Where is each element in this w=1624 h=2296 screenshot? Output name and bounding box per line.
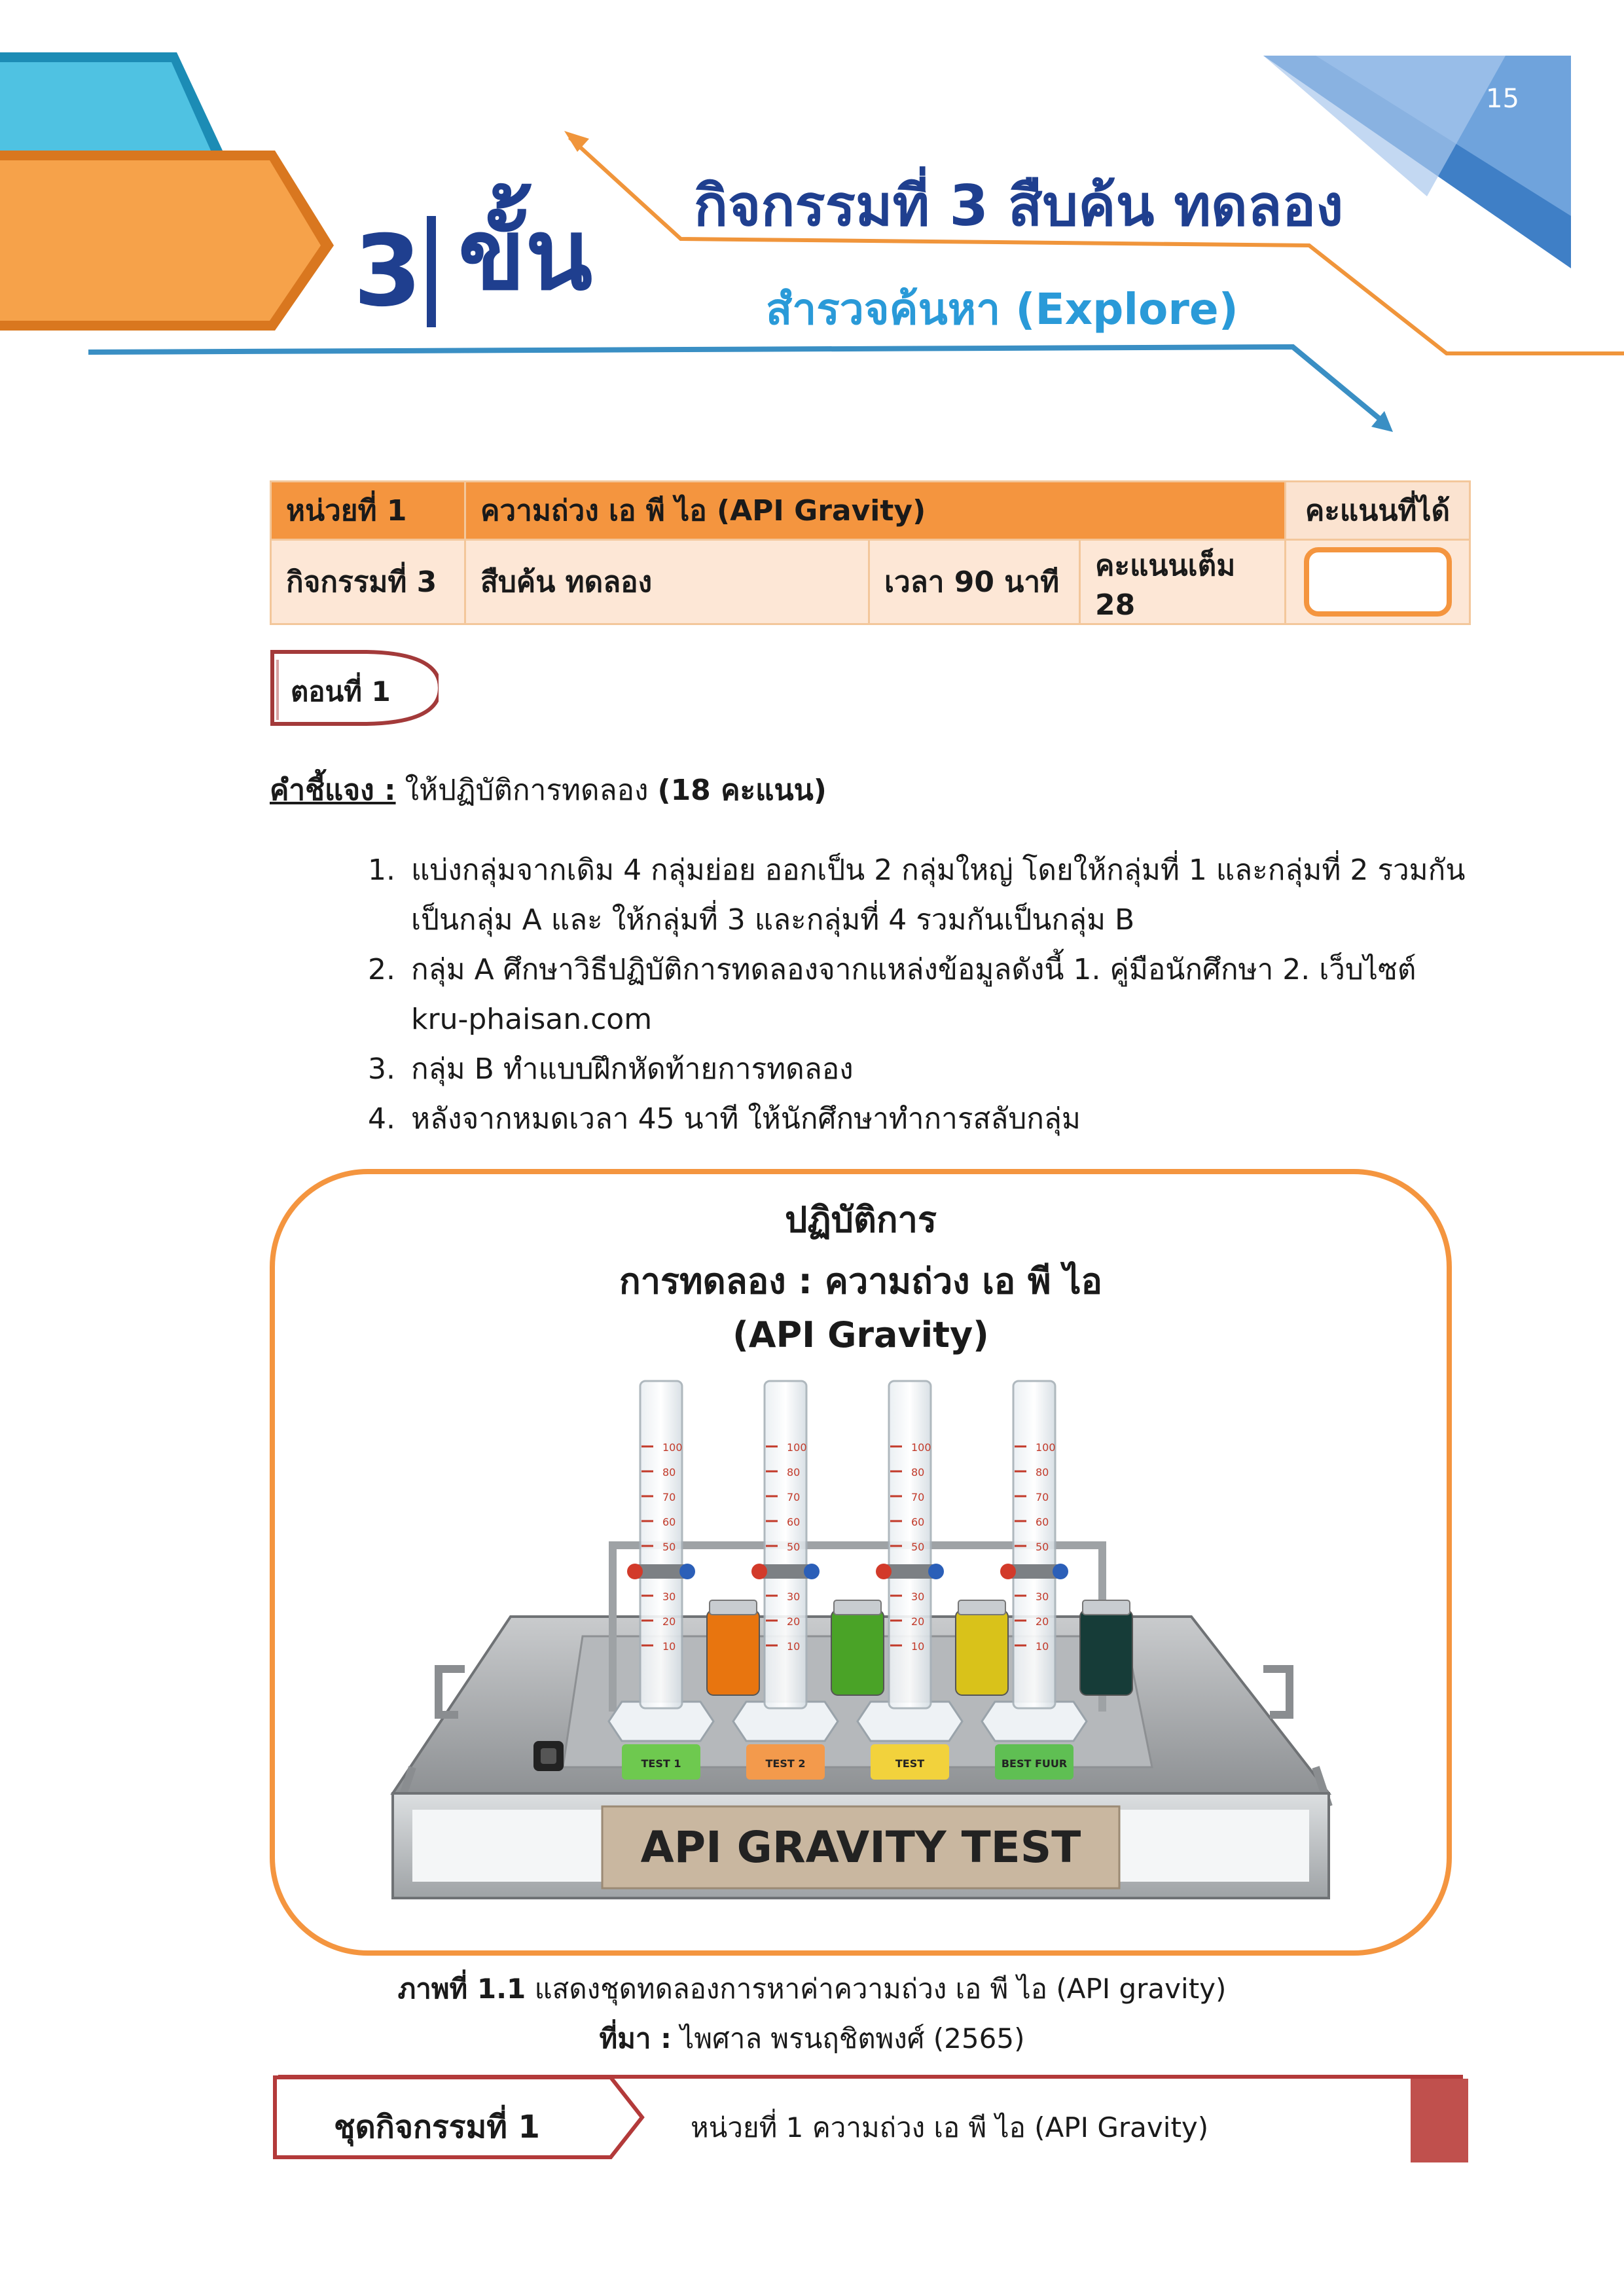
test-tag-1-label: TEST 1 [641,1757,681,1770]
scale-label: 20 [787,1615,801,1628]
instructions-points: (18 คะแนน) [657,774,827,807]
footer-unit-text: หน่วยที่ 1 ความถ่วง เอ พี ไอ (API Gravity) [691,2111,1209,2144]
score-cell [1286,540,1470,624]
clamp-knob-icon [627,1564,643,1579]
list-item: 1. แบ่งกลุ่มจากเดิม 4 กลุ่มย่อย ออกเป็น 2 กลุ่มใหญ่ โดยให้กลุ่มที่ 1 และกลุ่มที่ 2 รวมกันเป็นกลุ่ม A และ ให้กลุ่มที่ 3 และกลุ่มที่ 4 รวมกันเป็นกลุ่ม B [405,846,1478,945]
footer-set-label: ชุดกิจกรรมที่ 1 [334,2109,540,2145]
figure-text: แสดงชุดทดลองการหาค่าความถ่วง เอ พี ไอ (API gravity) [534,1973,1227,2005]
scale-label: 80 [1036,1466,1049,1479]
clamp-knob-icon [876,1564,892,1579]
tray-handle [1263,1669,1290,1715]
clamp-knob-icon [1000,1564,1016,1579]
blue-arrow-line [88,347,1388,425]
unit-name: ความถ่วง เอ พี ไอ (API Gravity) [465,482,1286,540]
arrowhead-icon [564,131,589,152]
rack-post [609,1541,617,1712]
scale-label: 80 [911,1466,925,1479]
clamp-knob-icon [1053,1564,1068,1579]
scale-label: 100 [662,1441,683,1454]
test-tag-2-label: TEST 2 [765,1757,806,1770]
activity-name: สืบค้น ทดลอง [465,540,869,624]
scale-label: 20 [1036,1615,1049,1628]
score-header: คะแนนที่ได้ [1286,482,1470,540]
orange-chevron-inner [0,160,321,321]
scale-label: 10 [911,1640,925,1653]
knob-inner [541,1748,556,1764]
lab-title-2: การทดลอง : ความถ่วง เอ พี ไอ [619,1261,1102,1302]
info-row-activity [271,540,1470,624]
step-number: 3 [353,215,422,329]
liquid-jar [707,1610,759,1695]
liquid-jar [956,1610,1008,1695]
activity-time: เวลา 90 นาที [869,540,1080,624]
scale-label: 100 [787,1441,807,1454]
jar-lid [1083,1600,1130,1615]
jar-lid [834,1600,881,1615]
source-text: ไพศาล พรนฤชิตพงศ์ (2565) [680,2022,1025,2054]
scale-label: 60 [662,1516,676,1528]
measuring-cylinder [640,1381,682,1708]
scale-label: 50 [787,1541,801,1553]
clamp-knob-icon [751,1564,767,1579]
activity-title: กิจกรรมที่ 3 สืบค้น ทดลอง [694,173,1344,239]
scale-label: 50 [911,1541,925,1553]
section-label: ตอนที่ 1 [291,675,391,708]
scale-label: 30 [911,1590,925,1603]
figure-label: ภาพที่ 1.1 [397,1973,526,2005]
liquid-jar [831,1610,884,1695]
activity-subtitle: สำรวจค้นหา (Explore) [766,284,1238,334]
scale-label: 20 [662,1615,676,1628]
score-input-box[interactable] [1304,547,1452,617]
source-label: ที่มา : [599,2022,672,2054]
scale-label: 60 [1036,1516,1049,1528]
scale-label: 50 [662,1541,676,1553]
info-table [270,480,1471,625]
list-item: 4. หลังจากหมดเวลา 45 นาที ให้นักศึกษาทำการสลับกลุ่ม [405,1094,1478,1144]
lab-title-1: ปฏิบัติการ [785,1199,937,1240]
scale-label: 30 [662,1590,676,1603]
jar-lid [710,1600,757,1615]
list-item: 2. กลุ่ม A ศึกษาวิธีปฏิบัติการทดลองจากแหล่งข้อมูลดังนี้ 1. คู่มือนักศึกษา 2. เว็บไซต์ kru-phaisan.com [405,945,1478,1045]
measuring-cylinder [889,1381,931,1708]
scale-label: 10 [1036,1640,1049,1653]
base-light-panel [412,1810,602,1882]
info-row-unit [271,482,1470,540]
unit-label: หน่วยที่ 1 [271,482,465,540]
base-light-panel [1119,1810,1309,1882]
scale-label: 70 [662,1491,676,1503]
scale-label: 100 [1036,1441,1056,1454]
scale-label: 80 [787,1466,801,1479]
figure-source [0,2017,1624,2060]
scale-label: 60 [911,1516,925,1528]
scale-label: 30 [1036,1590,1049,1603]
clamp-knob-icon [679,1564,695,1579]
scale-label: 70 [1036,1491,1049,1503]
scale-label: 70 [787,1491,801,1503]
scale-label: 30 [787,1590,801,1603]
liquid-jar [1080,1610,1132,1695]
full-score: คะแนนเต็ม 28 [1080,540,1286,624]
instructions-steps [367,846,1478,1144]
scale-label: 10 [662,1640,676,1653]
measuring-cylinder [765,1381,806,1708]
footer-block [1411,2079,1468,2162]
scale-label: 50 [1036,1541,1049,1553]
test-tag-4-label: BEST FUUR [1001,1757,1068,1770]
page-number: 15 [1486,84,1519,114]
clamp-knob-icon [928,1564,944,1579]
instructions-label: คำชี้แจง : [270,774,396,807]
measuring-cylinder [1013,1381,1055,1708]
clamp-knob-icon [804,1564,820,1579]
scale-label: 100 [911,1441,931,1454]
instructions [270,767,827,813]
instructions-text: ให้ปฏิบัติการทดลอง [405,774,649,807]
scale-label: 20 [911,1615,925,1628]
scale-label: 60 [787,1516,801,1528]
step-divider [427,216,436,327]
jar-lid [958,1600,1005,1615]
test-tag-3-label: TEST [895,1757,925,1770]
figure-caption [0,1967,1624,2011]
lab-title-3: (API Gravity) [732,1314,989,1355]
activity-label: กิจกรรมที่ 3 [271,540,465,624]
step-word: ขั้น [458,198,593,312]
scale-label: 10 [787,1640,801,1653]
sign-text: API GRAVITY TEST [640,1822,1081,1873]
api-gravity-kit-image [386,1374,1342,1911]
list-item: 3. กลุ่ม B ทำแบบฝึกหัดท้ายการทดลอง [405,1045,1478,1094]
scale-label: 80 [662,1466,676,1479]
scale-label: 70 [911,1491,925,1503]
